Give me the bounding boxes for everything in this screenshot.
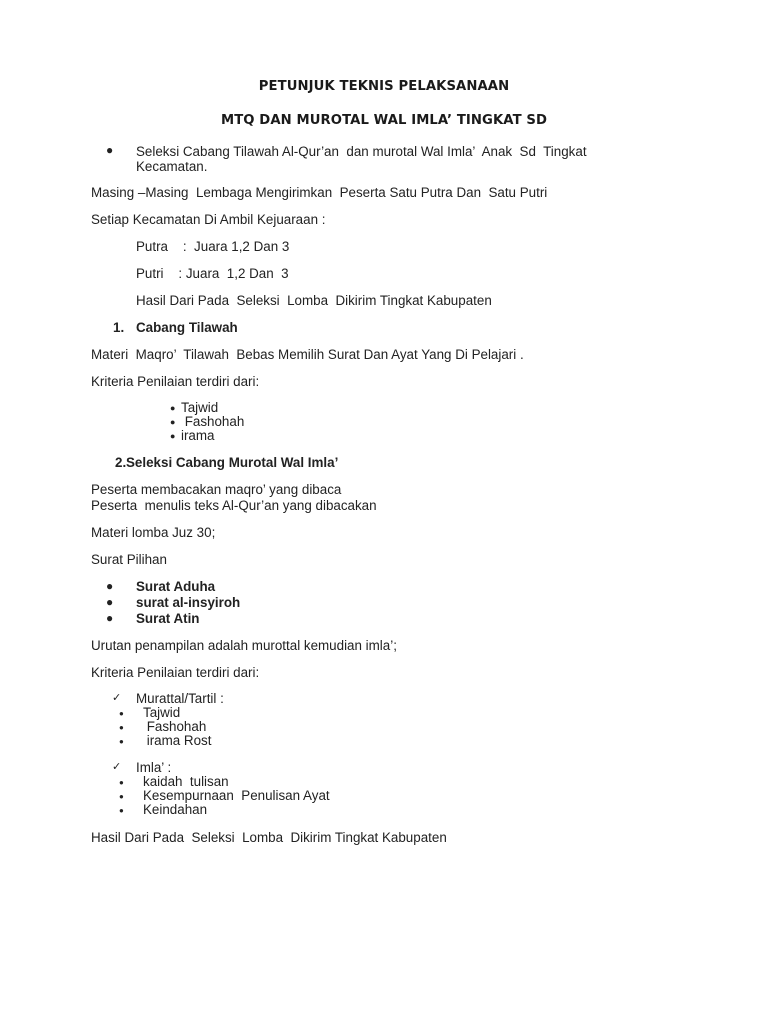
section1-number: 1. [113,320,125,335]
bullet-dot: ● [119,806,124,815]
line-hasil-intro: Hasil Dari Pada Seleksi Lomba Dikirim Tingkat Kabupaten [136,293,492,308]
section1-materi: Materi Maqro’ Tilawah Bebas Memilih Surat Dan Ayat Yang Di Pelajari . [91,347,524,362]
surat-item-insyiroh: surat al-insyiroh [136,595,241,610]
checkmark-icon: ✓ [112,760,122,773]
section1-kriteria: Kriteria Penilaian terdiri dari: [91,374,260,389]
intro-bullet-line1: Seleksi Cabang Tilawah Al-Qur’an dan murotal Wal Imla’ Anak Sd Tingkat [136,144,587,159]
bullet-dot: ● [170,417,176,427]
surat-item-atin: Surat Atin [136,611,200,626]
paragraph-masing: Masing –Masing Lembaga Mengirimkan Peserta Satu Putra Dan Satu Putri [91,185,548,200]
section2-surat-pilihan: Surat Pilihan [91,552,167,567]
section1-item-fashohah: Fashohah [181,414,245,429]
section2-peserta2: Peserta menulis teks Al-Qur’an yang dibacakan [91,498,377,513]
section2-number: 2. [115,455,127,470]
bullet-dot: ● [106,595,114,609]
bullet-dot: ● [119,792,124,801]
imla-item-keindahan: Keindahan [143,802,208,817]
document-subtitle: MTQ DAN MUROTAL WAL IMLA’ TINGKAT SD [220,113,548,128]
bullet-dot: ● [106,579,114,593]
bullet-dot: ● [119,723,124,732]
imla-label: Imla’ : [136,760,172,775]
section2-heading: Seleksi Cabang Murotal Wal Imla’ [126,455,339,470]
murattal-item-irama: irama Rost [143,733,212,748]
murattal-item-fashohah: Fashohah [143,719,207,734]
bullet-dot: ● [106,611,114,625]
bullet-dot: ● [119,709,124,718]
imla-item-kesempurnaan: Kesempurnaan Penulisan Ayat [143,788,330,803]
document-title: PETUNJUK TEKNIS PELAKSANAAN [258,79,510,94]
bullet-dot: ● [170,431,176,441]
surat-item-aduha: Surat Aduha [136,579,216,594]
line-putra: Putra : Juara 1,2 Dan 3 [136,239,290,254]
murattal-item-tajwid: Tajwid [143,705,181,720]
section1-item-irama: irama [181,428,215,443]
section2-kriteria: Kriteria Penilaian terdiri dari: [91,665,260,680]
section2-hasil: Hasil Dari Pada Seleksi Lomba Dikirim Tingkat Kabupaten [91,830,447,845]
line-putri: Putri : Juara 1,2 Dan 3 [136,266,289,281]
bullet-dot: ● [119,778,124,787]
section2-materi: Materi lomba Juz 30; [91,525,216,540]
paragraph-setiap: Setiap Kecamatan Di Ambil Kejuaraan : [91,212,326,227]
bullet-dot: ● [170,403,176,413]
section2-urutan: Urutan penampilan adalah murottal kemudian imla’; [91,638,397,653]
checkmark-icon: ✓ [112,691,122,704]
murattal-label: Murattal/Tartil : [136,691,224,706]
imla-item-kaidah: kaidah tulisan [143,774,229,789]
bullet-dot: ● [119,737,124,746]
section2-peserta1: Peserta membacakan maqro’ yang dibaca [91,482,342,497]
bullet-dot: ● [106,143,114,157]
section1-heading: Cabang Tilawah [136,320,238,335]
section1-item-tajwid: Tajwid [181,400,219,415]
intro-bullet-line2: Kecamatan. [136,159,208,174]
